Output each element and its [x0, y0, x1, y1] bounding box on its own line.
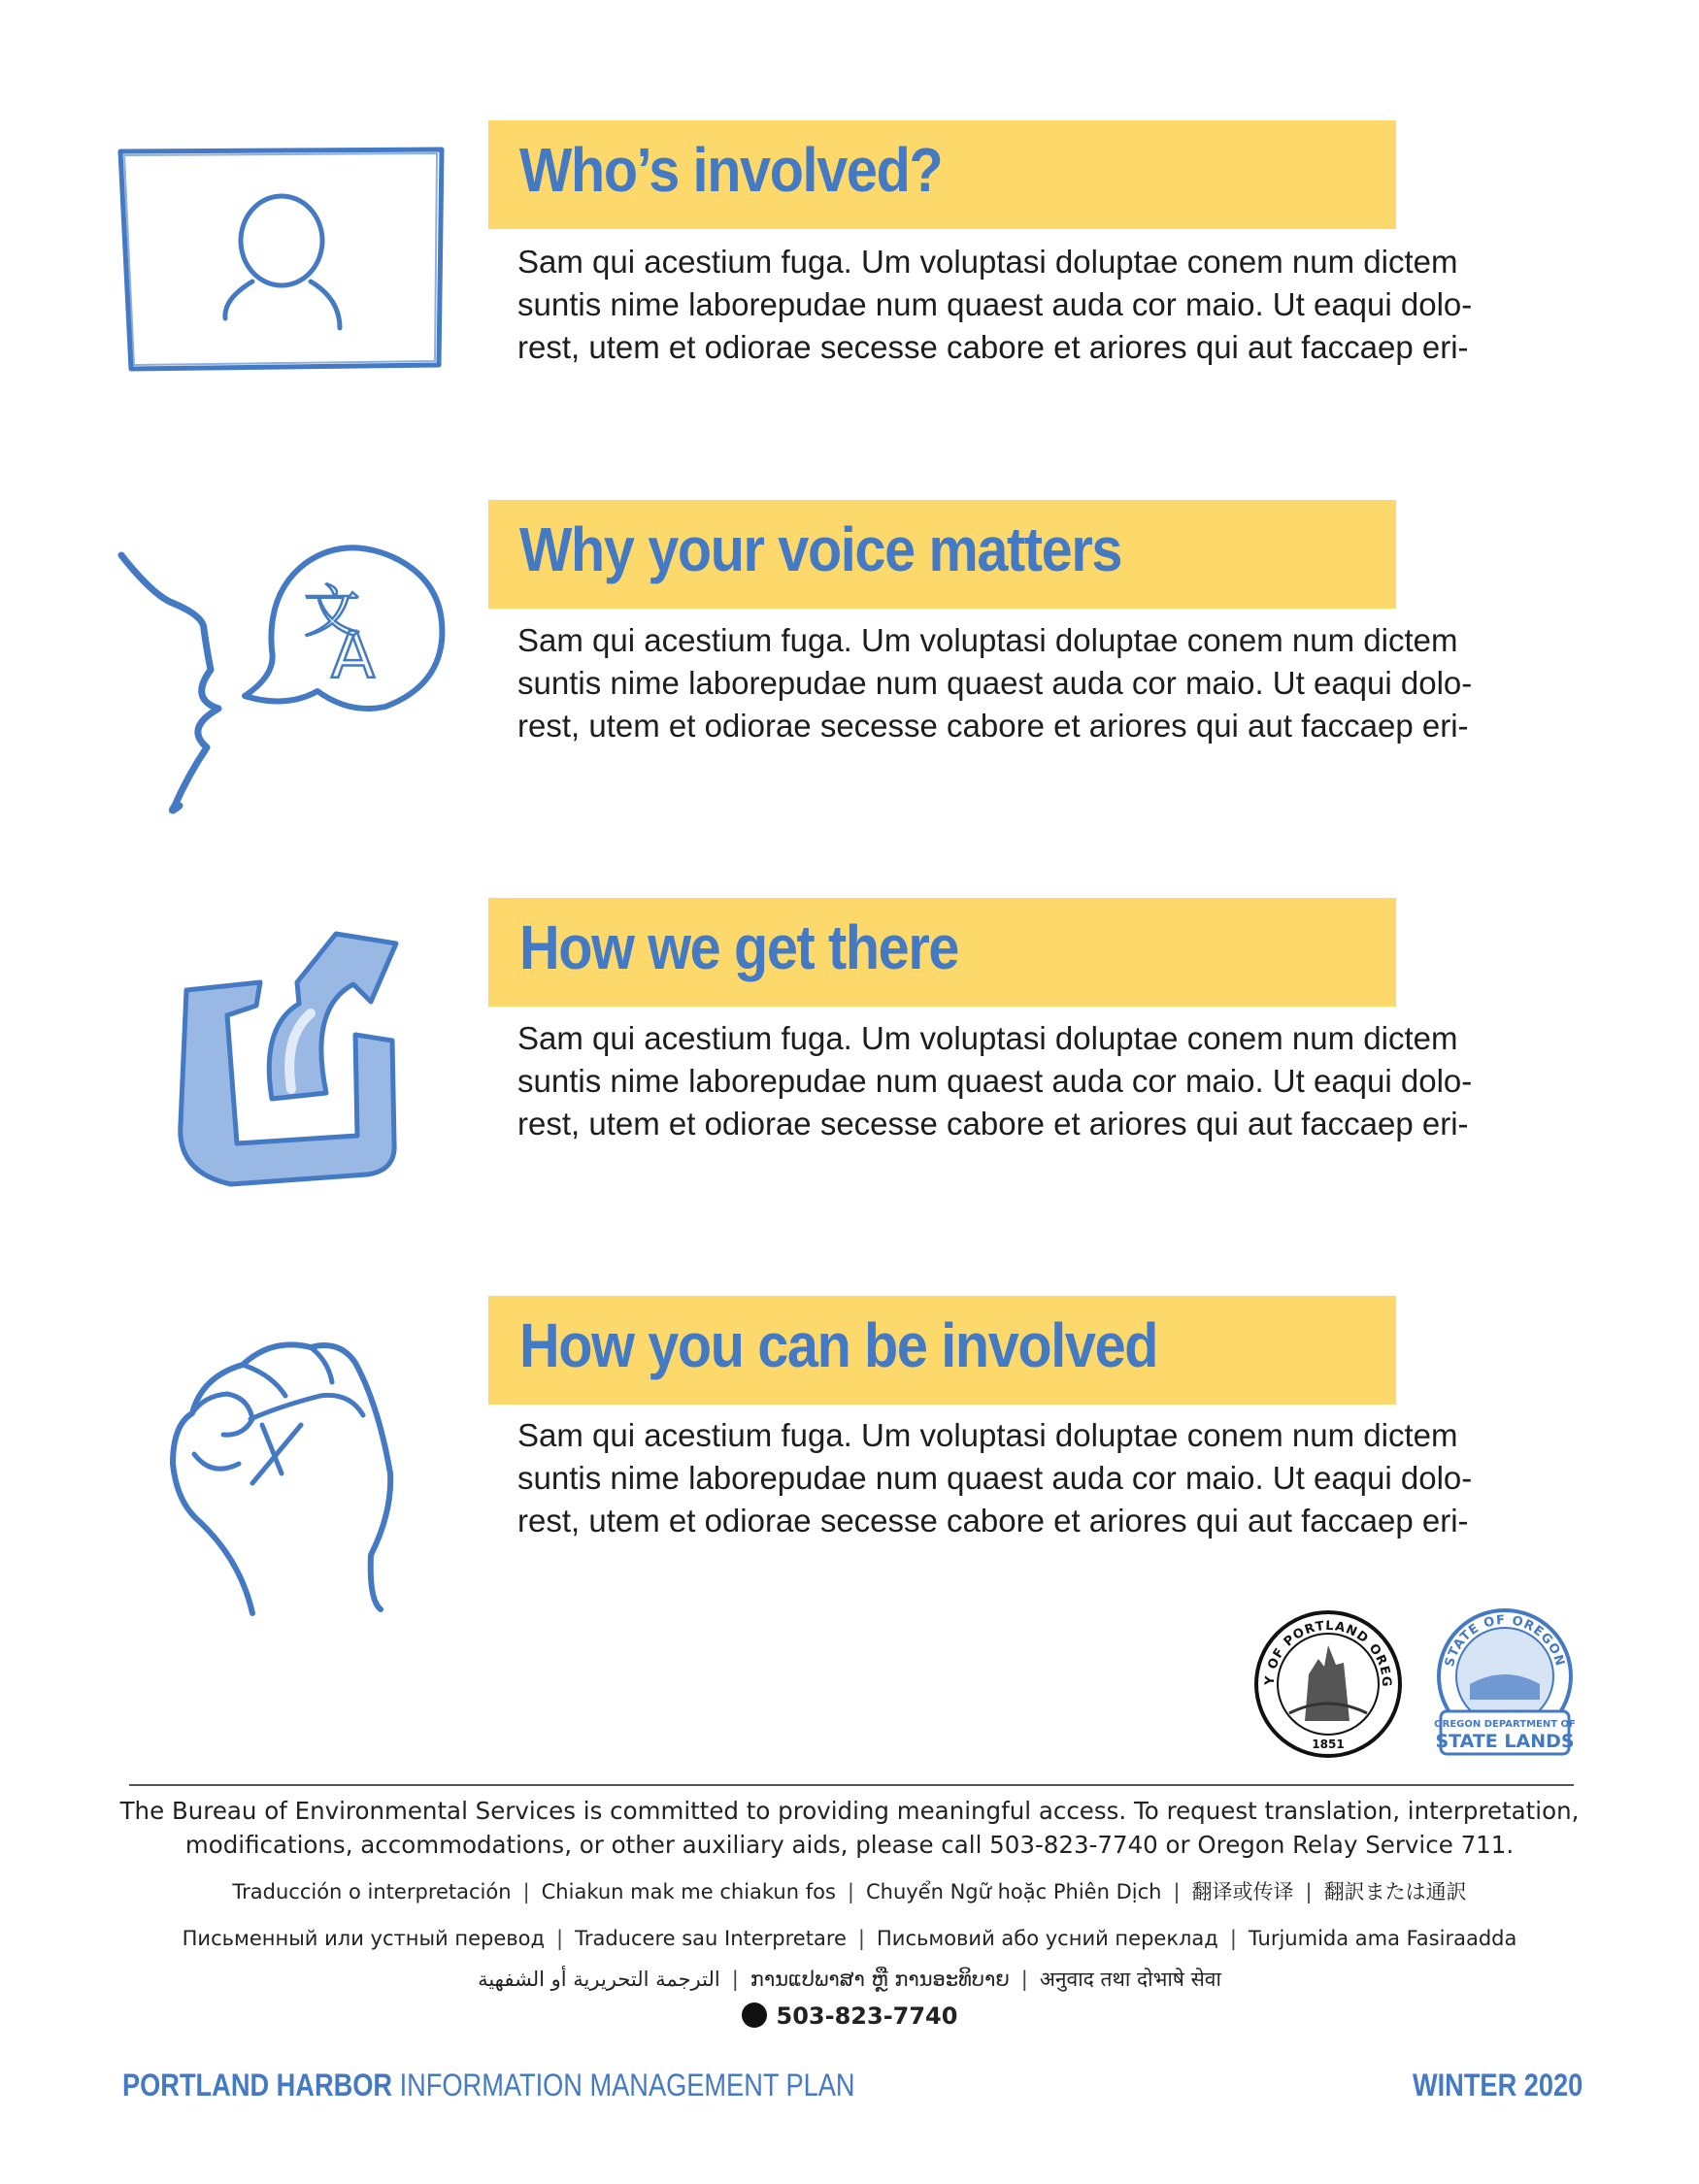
language-option: الترجمة التحريرية أو الشفهية	[478, 1968, 720, 1991]
svg-text:STATE OF OREGON: STATE OF OREGON	[1442, 1612, 1568, 1669]
divider	[129, 1784, 1574, 1786]
language-option: Chiakun mak me chiakun fos	[541, 1880, 836, 1903]
heading-bar	[488, 120, 1396, 229]
svg-text:CITY OF PORTLAND OREGON: Y OF PORTLAND OREG	[1262, 1618, 1394, 1688]
language-option: 翻訳または通訳	[1323, 1880, 1467, 1903]
language-row-2: Письменный или устный перевод | Traducere sau Interpretare | Письмовий або усний переклад | Turjumida ama Fasiraadda	[182, 1927, 1517, 1950]
language-option: Turjumida ama Fasiraadda	[1248, 1927, 1517, 1950]
heading-bar	[488, 1296, 1396, 1405]
language-option: Traducere sau Interpretare	[575, 1927, 847, 1950]
language-option: Письмовий або усний переклад	[877, 1927, 1218, 1950]
accessibility-statement: The Bureau of Environmental Services is committed to providing meaningful access. To request translation, interpretation, modifications, accommodations, or other auxiliary aids, please call 503-823-7740 or Oregon Relay Service 711.	[119, 1797, 1580, 1859]
translate-glyph-1: 文	[304, 579, 361, 645]
language-row-1: Traducción o interpretación | Chiakun mak me chiakun fos | Chuyển Ngữ hoặc Phiên Dịch | 翻译或传译 | 翻訳または通訳	[232, 1880, 1467, 1903]
section-heading: Why your voice matters	[519, 514, 1122, 584]
section-body: Sam qui acestium fuga. Um voluptasi doluptae conem num dictem suntis nime laborepudae num quaest auda cor maio. Ut eaqui dolo- rest, utem et odiorae secesse cabore et ariores qui aut faccaep eri-	[517, 622, 1473, 744]
footer-season: WINTER 2020	[1412, 2068, 1582, 2102]
section-heading: How you can be involved	[519, 1310, 1158, 1380]
state-lands-seal	[1434, 1610, 1576, 1754]
svg-text:STATE LANDS: STATE LANDS	[1435, 1731, 1575, 1752]
language-option: 翻译或传译	[1191, 1880, 1294, 1903]
heading-bar	[488, 500, 1396, 609]
footer-publication-title: PORTLAND HARBOR INFORMATION MANAGEMENT PLAN	[122, 2068, 855, 2102]
phone-line	[0, 2002, 1699, 2030]
section-body: Sam qui acestium fuga. Um voluptasi doluptae conem num dictem suntis nime laborepudae num quaest auda cor maio. Ut eaqui dolo- rest, utem et odiorae secesse cabore et ariores qui aut faccaep eri-	[517, 1417, 1473, 1539]
translate-glyph-2: A	[331, 618, 376, 693]
language-option: ການແປພາສາ ຫຼື ການອະທິບາຍ	[750, 1968, 1010, 1991]
svg-text:1851: 1851	[1312, 1737, 1345, 1751]
heading-bar	[488, 898, 1396, 1007]
phone-number[interactable]: 503-823-7740	[776, 2002, 958, 2030]
section-heading: Who’s involved?	[519, 135, 943, 205]
section-body: Sam qui acestium fuga. Um voluptasi doluptae conem num dictem suntis nime laborepudae num quaest auda cor maio. Ut eaqui dolo- rest, utem et odiorae secesse cabore et ariores qui aut faccaep eri-	[517, 244, 1473, 365]
language-option: Письменный или устный перевод	[182, 1927, 546, 1950]
svg-text:OREGON DEPARTMENT OF: OREGON DEPARTMENT OF	[1434, 1719, 1576, 1730]
language-option: अनुवाद तथा दोभाषे सेवा	[1039, 1968, 1221, 1991]
city-of-portland-seal	[1250, 1606, 1400, 1756]
phone-icon	[742, 2002, 767, 2028]
raised-fist-icon	[165, 1318, 398, 1629]
agency-seals	[1250, 1606, 1590, 1767]
share-arrow-icon	[163, 920, 416, 1211]
section-body: Sam qui acestium fuga. Um voluptasi doluptae conem num dictem suntis nime laborepudae num quaest auda cor maio. Ut eaqui dolo- rest, utem et odiorae secesse cabore et ariores qui aut faccaep eri-	[517, 1020, 1473, 1142]
language-option: Chuyển Ngữ hoặc Phiên Dịch	[865, 1880, 1162, 1903]
speaking-translate-icon	[112, 514, 461, 815]
section-heading: How we get there	[519, 912, 959, 982]
language-row-3: الترجمة التحريرية أو الشفهية | ການແປພາສາ ຫຼື ການອະທິບາຍ | अनुवाद तथा दोभाषे सेवा	[478, 1968, 1221, 1991]
person-frame-icon	[107, 144, 456, 377]
language-option: Traducción o interpretación	[232, 1880, 512, 1903]
